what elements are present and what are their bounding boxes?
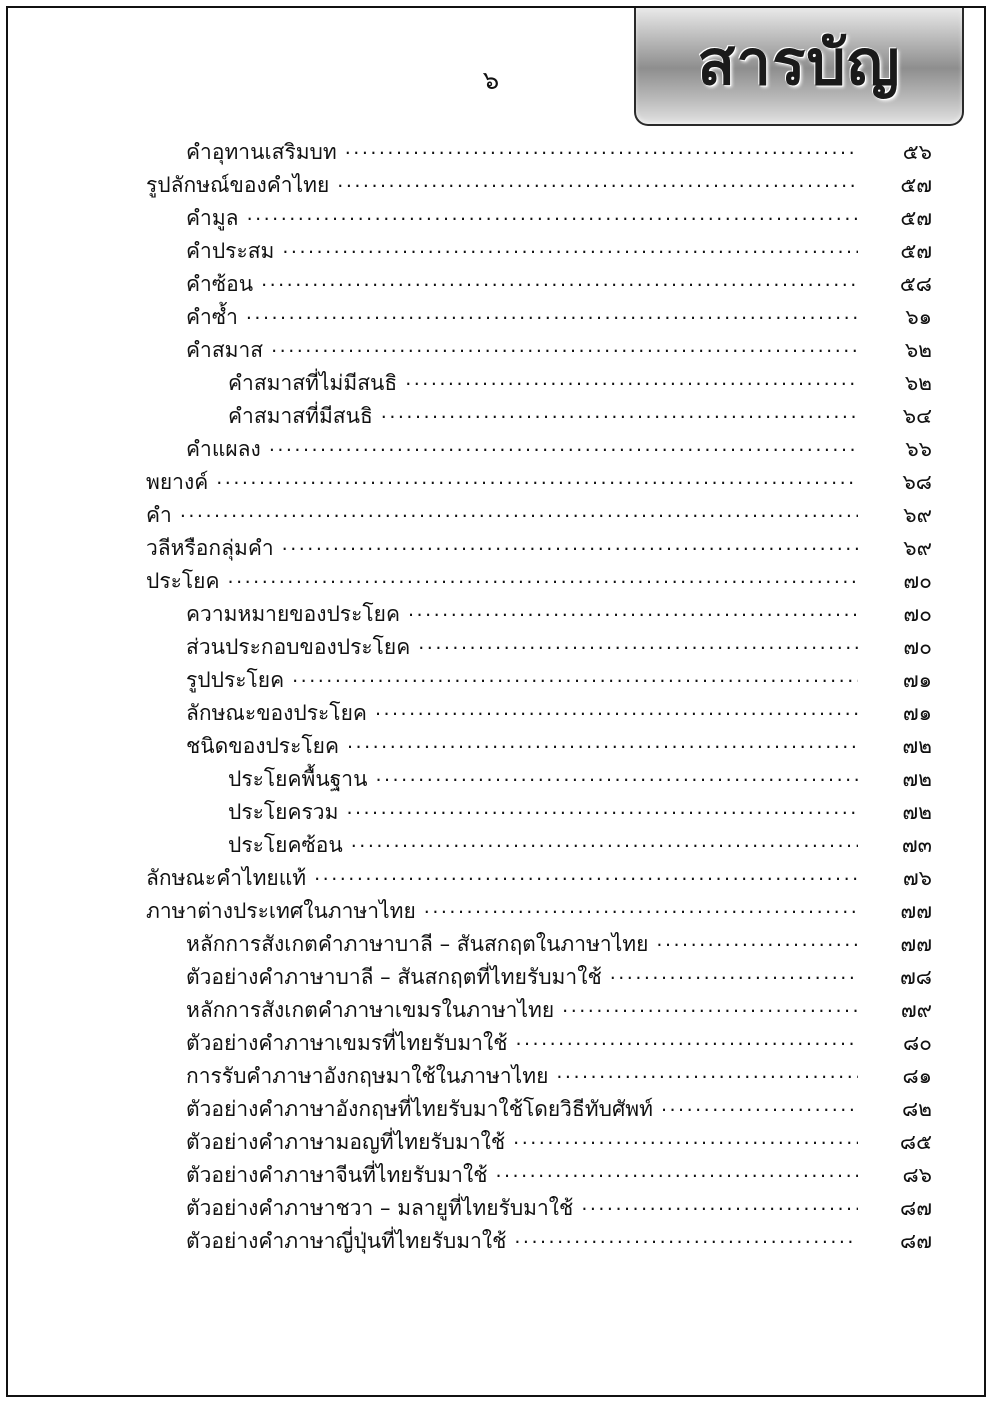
toc-entry-label: คำอุทานเสริมบท — [186, 140, 337, 164]
toc-entry-label: คำสมาสที่ไม่มีสนธิ — [228, 371, 398, 395]
toc-entry-label: ชนิดของประโยค — [186, 734, 339, 758]
toc-entry[interactable] — [0, 466, 992, 499]
toc-entry[interactable] — [0, 136, 992, 169]
toc-leader-dots — [495, 1161, 858, 1182]
toc-entry[interactable] — [0, 499, 992, 532]
toc-leader-dots — [271, 336, 858, 357]
toc-entry[interactable] — [0, 202, 992, 235]
toc-entry[interactable] — [0, 367, 992, 400]
toc-leader-dots — [381, 402, 858, 423]
toc-entry-page: ๕๘ — [899, 272, 932, 296]
toc-entry[interactable] — [0, 268, 992, 301]
toc-leader-dots — [292, 666, 858, 687]
toc-entry[interactable] — [0, 1060, 992, 1093]
toc-entry-page: ๗๙ — [900, 998, 932, 1022]
toc-leader-dots — [247, 204, 858, 225]
toc-leader-dots — [282, 237, 858, 258]
toc-entry-page: ๖๒ — [904, 338, 932, 362]
toc-leader-dots — [269, 435, 858, 456]
toc-leader-dots — [513, 1128, 858, 1149]
toc-entry[interactable] — [0, 1027, 992, 1060]
toc-entry[interactable] — [0, 334, 992, 367]
toc-entry-page: ๗๒ — [902, 734, 932, 758]
toc-leader-dots — [314, 864, 858, 885]
toc-leader-dots — [216, 468, 858, 489]
toc-entry[interactable] — [0, 433, 992, 466]
toc-entry[interactable] — [0, 235, 992, 268]
toc-leader-dots — [610, 963, 858, 984]
table-of-contents — [0, 136, 992, 1258]
toc-entry-label: ส่วนประกอบของประโยค — [186, 635, 411, 659]
toc-leader-dots — [418, 633, 858, 654]
chapter-title: สารบัญ — [697, 25, 901, 99]
toc-leader-dots — [351, 831, 858, 852]
toc-entry-label: คำสมาส — [186, 338, 264, 362]
toc-leader-dots — [246, 303, 858, 324]
toc-leader-dots — [375, 765, 858, 786]
toc-entry[interactable] — [0, 532, 992, 565]
toc-entry[interactable] — [0, 928, 992, 961]
toc-leader-dots — [424, 897, 858, 918]
toc-entry-page: ๕๖ — [902, 140, 932, 164]
toc-entry-page: ๖๔ — [902, 404, 932, 428]
toc-entry-label: ตัวอย่างคำภาษาญี่ปุ่นที่ไทยรับมาใช้ — [186, 1229, 507, 1253]
toc-leader-dots — [261, 270, 858, 291]
toc-entry-page: ๘๒ — [901, 1097, 932, 1121]
toc-entry-label: คำซ้อน — [186, 272, 254, 296]
toc-leader-dots — [556, 1062, 858, 1083]
toc-leader-dots — [405, 369, 858, 390]
toc-leader-dots — [562, 996, 858, 1017]
toc-entry-page: ๖๙ — [903, 503, 932, 527]
toc-entry-label: ตัวอย่างคำภาษาบาลี – สันสกฤตที่ไทยรับมาใช้ — [186, 965, 602, 989]
toc-entry-page: ๖๘ — [902, 470, 932, 494]
toc-entry-page: ๕๗ — [900, 173, 932, 197]
toc-entry-label: ตัวอย่างคำภาษาเขมรที่ไทยรับมาใช้ — [186, 1031, 508, 1055]
toc-entry-label: รูปประโยค — [186, 668, 285, 692]
toc-entry[interactable] — [0, 961, 992, 994]
toc-leader-dots — [515, 1029, 858, 1050]
toc-entry[interactable] — [0, 763, 992, 796]
toc-entry[interactable] — [0, 796, 992, 829]
toc-leader-dots — [337, 171, 858, 192]
toc-entry[interactable] — [0, 664, 992, 697]
toc-entry-label: คำแผลง — [186, 437, 261, 461]
toc-entry-page: ๗๑ — [902, 668, 932, 692]
toc-entry-label: ภาษาต่างประเทศในภาษาไทย — [146, 899, 416, 923]
toc-entry-label: คำสมาสที่มีสนธิ — [228, 404, 373, 428]
toc-entry-label: ลักษณะคำไทยแท้ — [146, 866, 307, 890]
toc-leader-dots — [347, 732, 858, 753]
toc-entry[interactable] — [0, 565, 992, 598]
toc-entry[interactable] — [0, 301, 992, 334]
toc-entry-page: ๘๗ — [900, 1196, 932, 1220]
toc-entry-label: คำ — [146, 503, 172, 527]
toc-entry-label: ประโยคซ้อน — [228, 833, 343, 857]
toc-entry-label: ประโยครวม — [228, 800, 339, 824]
toc-entry[interactable] — [0, 169, 992, 202]
toc-entry-page: ๗๘ — [900, 965, 932, 989]
toc-entry[interactable] — [0, 1126, 992, 1159]
toc-entry-page: ๗๒ — [902, 800, 932, 824]
toc-entry-page: ๘๑ — [902, 1064, 932, 1088]
toc-leader-dots — [345, 138, 858, 159]
toc-entry[interactable] — [0, 400, 992, 433]
toc-entry[interactable] — [0, 1225, 992, 1258]
toc-entry-label: ลักษณะของประโยค — [186, 701, 367, 725]
toc-entry[interactable] — [0, 1192, 992, 1225]
toc-leader-dots — [656, 930, 858, 951]
toc-entry[interactable] — [0, 631, 992, 664]
toc-entry-page: ๗๓ — [901, 833, 932, 857]
toc-entry-label: ความหมายของประโยค — [186, 602, 400, 626]
toc-entry-page: ๗๒ — [902, 767, 932, 791]
toc-leader-dots — [661, 1095, 858, 1116]
page-number — [0, 60, 992, 101]
toc-entry[interactable] — [0, 895, 992, 928]
toc-entry-page: ๗๐ — [903, 602, 932, 626]
toc-leader-dots — [375, 699, 858, 720]
toc-entry-page: ๗๐ — [903, 569, 932, 593]
toc-entry-page: ๗๖ — [902, 866, 932, 890]
toc-entry-page: ๕๗ — [900, 239, 932, 263]
toc-entry-label: พยางค์ — [146, 470, 209, 494]
toc-entry-page: ๘๐ — [902, 1031, 932, 1055]
toc-entry-label: รูปลักษณ์ของคำไทย — [146, 173, 330, 197]
toc-entry-label: คำมูล — [186, 206, 239, 230]
toc-entry-page: ๖๖ — [905, 437, 932, 461]
toc-entry-page: ๘๗ — [900, 1229, 932, 1253]
toc-entry-label: คำประสม — [186, 239, 275, 263]
toc-leader-dots — [581, 1194, 858, 1215]
toc-entry[interactable] — [0, 1093, 992, 1126]
toc-entry-page: ๖๒ — [904, 371, 932, 395]
toc-leader-dots — [180, 501, 858, 522]
toc-entry-page: ๗๑ — [902, 701, 932, 725]
toc-leader-dots — [282, 534, 858, 555]
toc-entry[interactable] — [0, 829, 992, 862]
toc-entry-page: ๘๖ — [902, 1163, 932, 1187]
toc-leader-dots — [228, 567, 858, 588]
toc-entry-label: ประโยค — [146, 569, 220, 593]
toc-entry[interactable] — [0, 598, 992, 631]
toc-entry-page: ๖๙ — [903, 536, 932, 560]
toc-entry-page: ๗๗ — [900, 899, 932, 923]
toc-entry-label: การรับคำภาษาอังกฤษมาใช้ในภาษาไทย — [186, 1064, 549, 1088]
toc-leader-dots — [408, 600, 858, 621]
toc-leader-dots — [514, 1227, 858, 1248]
toc-entry-label: วลีหรือกลุ่มคำ — [146, 536, 274, 560]
toc-entry-page: ๕๗ — [900, 206, 932, 230]
toc-entry-label: ประโยคพื้นฐาน — [228, 767, 368, 791]
toc-entry[interactable] — [0, 862, 992, 895]
page-number-value: ๖ — [482, 66, 500, 96]
toc-entry-label: ตัวอย่างคำภาษาชวา – มลายูที่ไทยรับมาใช้ — [186, 1196, 574, 1220]
toc-entry-page: ๗๗ — [900, 932, 932, 956]
toc-entry[interactable] — [0, 697, 992, 730]
toc-entry-label: ตัวอย่างคำภาษาจีนที่ไทยรับมาใช้ — [186, 1163, 488, 1187]
toc-leader-dots — [346, 798, 858, 819]
toc-entry-page: ๗๐ — [903, 635, 932, 659]
toc-entry-label: หลักการสังเกตคำภาษาเขมรในภาษาไทย — [186, 998, 555, 1022]
toc-entry[interactable] — [0, 994, 992, 1027]
toc-entry-page: ๖๑ — [905, 305, 932, 329]
toc-entry[interactable] — [0, 1159, 992, 1192]
toc-entry-page: ๘๕ — [899, 1130, 932, 1154]
toc-entry[interactable] — [0, 730, 992, 763]
toc-entry-label: หลักการสังเกตคำภาษาบาลี – สันสกฤตในภาษาไทย — [186, 932, 649, 956]
toc-entry-label: คำซ้ำ — [186, 305, 238, 329]
toc-entry-label: ตัวอย่างคำภาษามอญที่ไทยรับมาใช้ — [186, 1130, 506, 1154]
toc-entry-label: ตัวอย่างคำภาษาอังกฤษที่ไทยรับมาใช้โดยวิธีทับศัพท์ — [186, 1097, 653, 1121]
